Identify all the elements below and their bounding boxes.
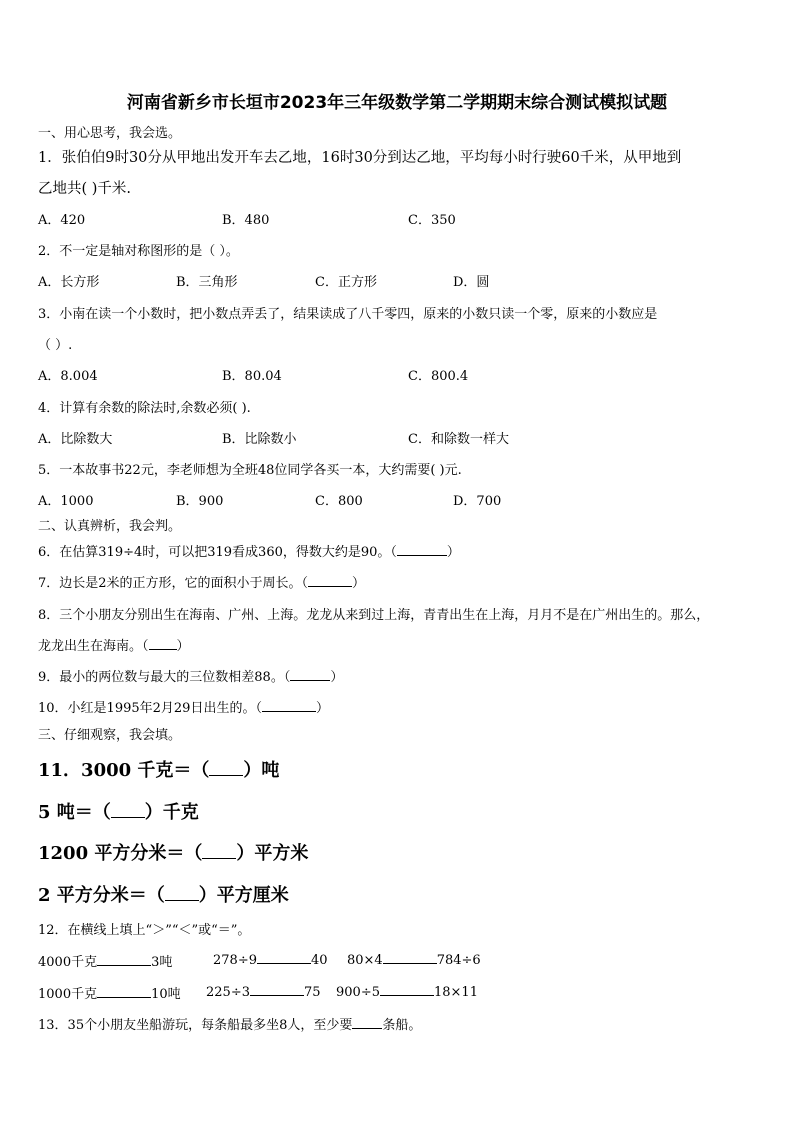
q12-r1-item3: [347, 951, 481, 968]
q12-r2-item2-left: 225÷3: [206, 985, 250, 1000]
q13-answer-blank[interactable]: [352, 1016, 382, 1029]
q6-close: ）: [446, 545, 460, 560]
q7-answer-blank[interactable]: [308, 574, 352, 587]
section-2-heading: 二、认真辨析，我会判。: [38, 519, 182, 534]
q12-r2-item2-right: 75: [303, 985, 321, 1000]
q1-text-line2: 乙地共( )千米.: [38, 181, 132, 197]
q6-answer-blank[interactable]: [397, 543, 447, 556]
q12-r2-item3-right: 18×11: [433, 985, 478, 1000]
q9-close: ）: [330, 670, 344, 685]
q4-text: 4．计算有余数的除法时,余数必须( ).: [38, 401, 251, 416]
q10-answer-blank[interactable]: [262, 699, 316, 712]
q5-option-a[interactable]: A．1000: [38, 494, 94, 509]
q9-text: 9．最小的两位数与最大的三位数相差88。（: [38, 670, 291, 685]
q1-text-line1: 1．张伯伯9时30分从甲地出发开车去乙地，16时30分到达乙地，平均每小时行驶60千米，从甲地到: [38, 150, 682, 166]
q9-answer-blank[interactable]: [290, 668, 330, 681]
q12-r1-item3-left: 80×4: [347, 953, 383, 968]
q12-r1-item2-right: 40: [310, 953, 328, 968]
q11-row3-right: ）平方米: [236, 843, 309, 864]
q11-row2-left: 5 吨＝（: [38, 802, 111, 823]
q11-row2-right: ）千克: [144, 802, 199, 823]
q1-option-b[interactable]: B．480: [222, 213, 270, 228]
q12-r1-item1-blank[interactable]: [97, 953, 151, 966]
q12-r1-item1: [38, 951, 172, 970]
q10-text: 10．小红是1995年2月29日出生的。（: [38, 701, 262, 716]
q3-text-line1: 3．小南在读一个小数时，把小数点弄丢了，结果读成了八千零四，原来的小数只读一个零，原来的小数应是: [38, 307, 658, 322]
q2-option-c[interactable]: C．正方形: [315, 275, 377, 290]
q3-option-c[interactable]: C．800.4: [408, 369, 469, 384]
q12-text: 12．在横线上填上“＞”“＜”或“＝”。: [38, 923, 251, 938]
q11-row4: [38, 881, 289, 907]
q11-row1-right: ）吨: [243, 760, 280, 781]
q4-option-b[interactable]: B．比除数小: [222, 432, 297, 447]
q8-text-line2: 龙龙出生在海南。（: [38, 639, 149, 654]
q1-option-a[interactable]: A．420: [38, 213, 86, 228]
q12-r2-item1-blank[interactable]: [97, 985, 151, 998]
q7-close: ）: [352, 576, 366, 591]
q8-answer-blank[interactable]: [149, 637, 177, 650]
q12-r2-item3-left: 900÷5: [336, 985, 380, 1000]
q4-option-a[interactable]: A．比除数大: [38, 432, 113, 447]
q8-close: ）: [176, 639, 190, 654]
q12-r2-item3-blank[interactable]: [380, 983, 434, 996]
q11-row4-blank[interactable]: [165, 886, 199, 901]
q9-line: [38, 666, 343, 685]
section-1-heading: 一、用心思考，我会选。: [38, 126, 182, 141]
q12-r2-item1-right: 10吨: [151, 987, 181, 1002]
q11-row2-blank[interactable]: [111, 803, 145, 818]
q11-row3-blank[interactable]: [202, 844, 236, 859]
q11-row1-blank[interactable]: [209, 761, 243, 776]
q5-text: 5．一本故事书22元，李老师想为全班48位同学各买一本，大约需要( )元.: [38, 463, 462, 478]
q11-row1: [38, 756, 279, 782]
q11-row4-right: ）平方厘米: [198, 885, 289, 906]
q12-r2-item2-blank[interactable]: [250, 983, 304, 996]
q12-r2-item3: [336, 983, 478, 1000]
q12-r1-item1-left: 4000千克: [38, 955, 98, 970]
q12-r1-item3-right: 784÷6: [436, 953, 481, 968]
q10-close: ）: [315, 701, 329, 716]
q12-r1-item2-blank[interactable]: [257, 951, 311, 964]
q12-r1-item2: [213, 951, 328, 968]
page-title: 河南省新乡市长垣市2023年三年级数学第二学期期末综合测试模拟试题: [126, 93, 668, 113]
q2-option-d[interactable]: D．圆: [453, 275, 490, 290]
q8-text-line1: 8．三个小朋友分别出生在海南、广州、上海。龙龙从来到过上海，青青出生在上海，月月不是在广州出生的。那么，: [38, 608, 710, 623]
q2-option-b[interactable]: B．三角形: [176, 275, 238, 290]
q3-text-line2: （ ）.: [38, 338, 73, 353]
q8-line2: [38, 635, 190, 654]
q12-r2-item2: [206, 983, 321, 1000]
q12-r2-item1: [38, 983, 181, 1002]
q11-row3-left: 1200 平方分米＝（: [38, 843, 203, 864]
q11-row2: [38, 798, 199, 824]
q2-text: 2．不一定是轴对称图形的是（ ）。: [38, 244, 239, 259]
q11-row4-left: 2 平方分米＝（: [38, 885, 165, 906]
q13-line: [38, 1014, 421, 1033]
q6-line: [38, 541, 460, 560]
q5-option-d[interactable]: D．700: [453, 494, 502, 509]
q1-option-c[interactable]: C．350: [408, 213, 456, 228]
q7-text: 7．边长是2米的正方形，它的面积小于周长。（: [38, 576, 309, 591]
q5-option-c[interactable]: C．800: [315, 494, 363, 509]
q13-text: 13．35个小朋友坐船游玩，每条船最多坐8人，至少要: [38, 1018, 353, 1033]
section-3-heading: 三、仔细观察，我会填。: [38, 728, 182, 743]
q10-line: [38, 697, 329, 716]
q5-option-b[interactable]: B．900: [176, 494, 224, 509]
q7-line: [38, 572, 365, 591]
q4-option-c[interactable]: C．和除数一样大: [408, 432, 509, 447]
q11-row1-left: 11．3000 千克＝（: [38, 760, 210, 781]
q11-row3: [38, 839, 308, 865]
q12-r2-item1-left: 1000千克: [38, 987, 98, 1002]
q3-option-a[interactable]: A．8.004: [38, 369, 98, 384]
q6-text: 6．在估算319÷4时，可以把319看成360，得数大约是90。（: [38, 545, 397, 560]
q13-text-end: 条船。: [382, 1018, 422, 1033]
q12-r1-item1-right: 3吨: [151, 955, 173, 970]
q12-r1-item2-left: 278÷9: [213, 953, 257, 968]
q3-option-b[interactable]: B．80.04: [222, 369, 282, 384]
q2-option-a[interactable]: A．长方形: [38, 275, 100, 290]
q12-r1-item3-blank[interactable]: [383, 951, 437, 964]
